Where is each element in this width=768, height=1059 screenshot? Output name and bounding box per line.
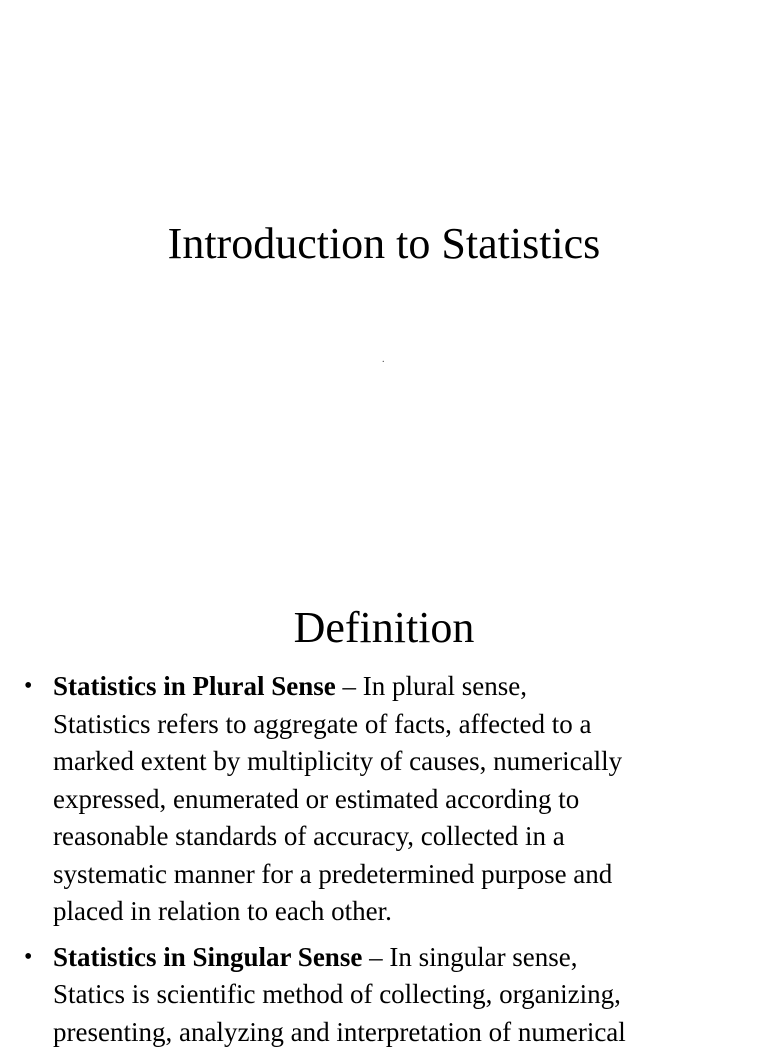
bullet-text-line: marked extent by multiplicity of causes, numerically xyxy=(53,746,623,776)
definition-bullet-list xyxy=(0,668,768,1059)
subtitle-dot: . xyxy=(382,354,385,365)
bullet-plural-sense xyxy=(0,668,768,931)
bullet-text-line: Statistics refers to aggregate of facts, affected to a xyxy=(53,708,592,739)
bullet-first-line xyxy=(53,939,748,977)
bullet-text: – In singular sense, xyxy=(362,941,578,972)
bullet-singular-sense xyxy=(0,939,768,1052)
bullet-text-line: Statics is scientific method of collecting, organizing, xyxy=(53,979,621,1009)
bullet-text-line: placed in relation to each other. xyxy=(53,896,392,926)
bullet-text-line: systematic manner for a predetermined purpose and xyxy=(53,858,613,889)
bullet-dot-icon: • xyxy=(24,673,33,699)
definition-heading: Definition xyxy=(293,603,475,652)
bullet-text-line: presenting, analyzing and interpretation of numerical xyxy=(53,1016,626,1047)
bullet-term: Statistics in Singular Sense xyxy=(53,941,363,972)
bullet-text: – In plural sense, xyxy=(335,671,527,701)
bullet-term: Statistics in Plural Sense xyxy=(53,671,336,701)
bullet-text-line: expressed, enumerated or estimated according to xyxy=(53,783,580,814)
bullet-first-line xyxy=(53,668,748,706)
bullet-dot-icon: • xyxy=(24,943,33,970)
bullet-text-line: reasonable standards of accuracy, collected in a xyxy=(53,821,565,851)
slide-title: Introduction to Statistics xyxy=(167,219,601,268)
